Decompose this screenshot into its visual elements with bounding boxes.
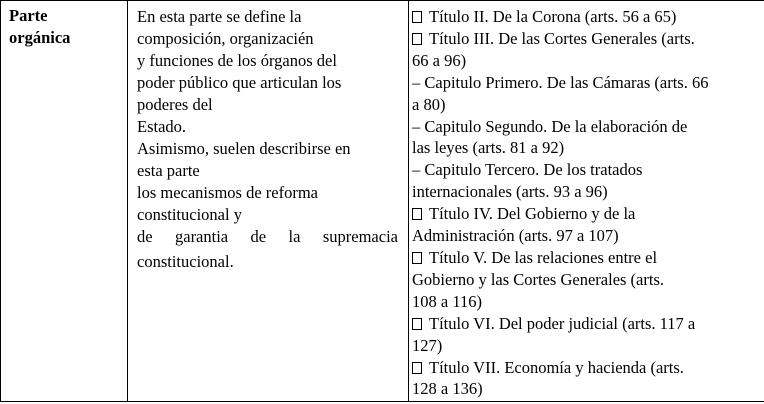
- structure-line-text: 128 a 136): [412, 379, 483, 399]
- structure-line-text: Título IV. Del Gobierno y de la: [429, 204, 636, 224]
- structure-line-text: Administración (arts. 97 a 107): [412, 226, 619, 246]
- structure-line: [412, 181, 758, 203]
- structure-list: [409, 1, 764, 400]
- structure-line-text: – Capitulo Primero. De las Cámaras (arts. 66: [412, 72, 709, 92]
- structure-line-text: Título V. De las relaciones entre el: [429, 247, 658, 267]
- structure-line: [412, 94, 758, 116]
- structure-line: [412, 291, 758, 313]
- structure-title-line: [412, 6, 758, 28]
- structure-line: [412, 159, 758, 181]
- row-header-line: Parte: [9, 6, 48, 25]
- bullet-box-icon: [412, 33, 422, 45]
- structure-line-text: a 80): [412, 94, 446, 114]
- structure-line-text: Título II. De la Corona (arts. 56 a 65): [429, 7, 677, 26]
- description-line: esta parte: [137, 161, 200, 180]
- description-line: Asimismo, suelen describirse en: [137, 139, 351, 158]
- structure-line: [412, 335, 758, 357]
- structure-title-line: [412, 357, 758, 379]
- table-row: [1, 1, 764, 402]
- structure-line: [412, 50, 758, 72]
- structure-title-line: [412, 203, 758, 225]
- bullet-box-icon: [412, 318, 422, 330]
- description-line: constitucional y: [137, 205, 242, 224]
- structure-line: [412, 137, 758, 159]
- row-header-line: orgánica: [9, 28, 71, 47]
- description-cell: [128, 1, 409, 402]
- structure-title-line: [412, 28, 758, 50]
- bullet-box-icon: [412, 11, 422, 23]
- structure-title-line: [412, 247, 758, 269]
- bullet-box-icon: [412, 362, 422, 374]
- structure-line-text: – Capitulo Segundo. De la elaboración de: [412, 116, 688, 136]
- structure-line-text: 127): [412, 335, 443, 355]
- description-line: Estado.: [137, 117, 187, 136]
- bullet-box-icon: [412, 208, 422, 220]
- description-line: constitucional.: [137, 252, 234, 271]
- bullet-box-icon: [412, 252, 422, 264]
- description-line: y funciones de los órganos del: [137, 51, 337, 70]
- structure-line: [412, 116, 758, 138]
- structure-line: [412, 225, 758, 247]
- description-line: composición, organizacién: [137, 29, 314, 48]
- structure-line-text: las leyes (arts. 81 a 92): [412, 138, 565, 158]
- structure-cell: [409, 1, 764, 402]
- structure-line: [412, 378, 758, 400]
- row-header-cell: [1, 1, 128, 402]
- structure-title-line: [412, 313, 758, 335]
- description-line: los mecanismos de reforma: [137, 183, 318, 202]
- structure-line: [412, 72, 758, 94]
- structure-line-text: Título III. De las Cortes Generales (arts.: [429, 28, 695, 48]
- structure-line-text: Título VII. Economía y hacienda (arts.: [429, 357, 684, 377]
- structure-line-text: 66 a 96): [412, 50, 467, 70]
- structure-line: [412, 269, 758, 291]
- structure-line-text: Gobierno y las Cortes Generales (arts.: [412, 269, 665, 289]
- structure-line-text: – Capitulo Tercero. De los tratados: [412, 160, 643, 180]
- description-line: poderes del: [137, 95, 213, 114]
- description-line: de garantia de la supremacia: [137, 227, 398, 246]
- description-line: poder público que articulan los: [137, 73, 342, 92]
- structure-line-text: internacionales (arts. 93 a 96): [412, 182, 608, 202]
- structure-line-text: Título VI. Del poder judicial (arts. 117 a: [429, 313, 696, 333]
- structure-line-text: 108 a 116): [412, 291, 482, 311]
- description-line: En esta parte se define la: [137, 7, 302, 26]
